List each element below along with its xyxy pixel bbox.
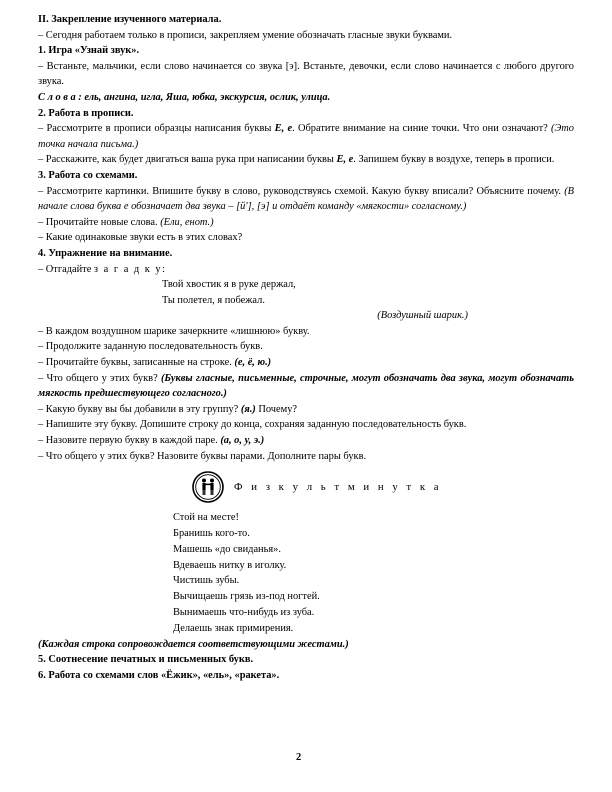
- schemes-paragraph-1: [38, 184, 574, 215]
- schemes-heading: 3. Работа со схемами.: [38, 169, 138, 181]
- poem-line: Делаешь знак примирения.: [173, 622, 294, 634]
- propis-heading: 2. Работа в прописи.: [38, 107, 134, 119]
- propis-p1-letters: Е, е: [274, 123, 293, 135]
- riddle-block: [38, 277, 574, 324]
- write-line: – Напишите эту букву. Допишите строку до конца, сохраняя заданную последовательность букв.: [38, 419, 467, 431]
- propis-paragraph-1: [38, 121, 574, 152]
- read-answer: (е, ё, ю.): [234, 357, 272, 369]
- poem-block: [38, 510, 574, 636]
- schemes-paragraph-3: – Какие одинаковые звуки есть в этих словах?: [38, 232, 243, 244]
- propis-p2-text2: . Запишем букву в воздухе, теперь в прописи.: [353, 154, 555, 166]
- page-number: 2: [296, 752, 302, 763]
- riddle-line: Ты полетел, я побежал.: [162, 294, 265, 306]
- common-text: – Что общего у этих букв?: [38, 372, 161, 384]
- poem-line: Вынимаешь что-нибудь из зуба.: [173, 607, 315, 618]
- pair-text: – Назовите первую букву в каждой паре.: [38, 435, 221, 447]
- words-line: [38, 90, 574, 106]
- poem-line: Стой на месте!: [173, 512, 239, 524]
- fizkult-title: Ф и з к у л ь т м и н у т к а: [234, 481, 442, 494]
- poem-line: Бранишь кого-то.: [173, 528, 250, 540]
- poem-line: Вычищаешь грязь из-под ногтей.: [173, 591, 320, 603]
- document-content: [38, 12, 574, 683]
- schemes-p1-answer: (В начале слова буква е обозначает два звука – [й'], [э] и отдаёт команду «мягкости» согласному.): [38, 185, 574, 213]
- final-line: – Что общего у этих букв? Назовите буквы парами. Дополните пары букв.: [38, 450, 367, 462]
- attention-line: – Продолжите заданную последовательность букв.: [38, 341, 263, 353]
- riddle-intro-text: – Отгадайте: [38, 263, 94, 275]
- poem-line: Вдеваешь нитку в иголку.: [173, 559, 287, 571]
- schemes-p2-answer: (Ели, енот.): [160, 216, 214, 228]
- riddle-colon: :: [162, 263, 166, 275]
- game-heading: 1. Игра «Узнай звук».: [38, 45, 140, 57]
- common-line: [38, 371, 574, 402]
- fizkult-header: [38, 470, 574, 506]
- add-line: [38, 402, 574, 418]
- pair-answer: (а, о, у, э.): [220, 435, 265, 447]
- words-list: ель, ангина, игла, Яша, юбка, экскурсия, ослик, улица.: [81, 91, 331, 103]
- attention-heading: 4. Упражнение на внимание.: [38, 247, 173, 259]
- poem-line: Чистишь зубы.: [173, 575, 240, 587]
- add-text2: Почему?: [255, 403, 297, 415]
- intro-paragraph: – Сегодня работаем только в прописи, закрепляем умение обозначать гласные звуки буквами.: [38, 29, 453, 41]
- game-instruction: – Встаньте, мальчики, если слово начинается со звука [э]. Встаньте, девочки, если слово начинается с любого другого звука.: [38, 60, 574, 88]
- propis-p1-text: – Рассмотрите в прописи образцы написания буквы: [38, 123, 275, 135]
- fizkult-note: (Каждая строка сопровождается соответствующими жестами.): [38, 638, 349, 650]
- common-answer: (Буквы гласные, письменные, строчные, могут обозначать два звука, могут обозначать мягкость предшествующего согласного.): [38, 372, 575, 400]
- exercise-people-icon: [192, 471, 224, 503]
- propis-p2-text: – Расскажите, как будет двигаться ваша рука при написании буквы: [38, 154, 337, 166]
- section-5-heading: 5. Соотнесение печатных и письменных букв.: [38, 654, 254, 666]
- riddle-intro: [38, 262, 574, 278]
- poem-line: Машешь «до свиданья».: [173, 543, 281, 555]
- schemes-paragraph-2: [38, 215, 574, 231]
- section-6-heading: 6. Работа со схемами слов «Ёжик», «ель», «ракета».: [38, 669, 280, 681]
- read-text: – Прочитайте буквы, записанные на строке.: [38, 357, 235, 369]
- add-text: – Какую букву вы бы добавили в эту группу?: [38, 403, 241, 415]
- words-label: С л о в а :: [38, 91, 82, 103]
- propis-p2-letters: Е, е: [336, 154, 354, 166]
- propis-p1-answer: (Это точка начала письма.): [38, 123, 574, 150]
- riddle-line: Твой хвостик я в руке держал,: [162, 279, 296, 291]
- propis-paragraph-2: [38, 152, 574, 168]
- add-answer: (я.): [240, 403, 256, 415]
- attention-line: – В каждом воздушном шарике зачеркните «лишнюю» букву.: [38, 325, 310, 337]
- schemes-p2-text: – Прочитайте новые слова.: [38, 216, 161, 228]
- propis-p1-text2: . Обратите внимание на синие точки. Что они означают?: [292, 123, 552, 135]
- read-line: [38, 355, 574, 371]
- riddle-answer: (Воздушный шарик.): [377, 310, 468, 322]
- riddle-word: з а г а д к у: [93, 263, 163, 275]
- pair-line: [38, 433, 574, 449]
- schemes-p1-text: – Рассмотрите картинки. Впишите букву в слово, руководствуясь схемой. Какую букву вписали? Объясните почему.: [38, 185, 565, 197]
- section-title: II. Закрепление изученного материала.: [38, 14, 222, 25]
